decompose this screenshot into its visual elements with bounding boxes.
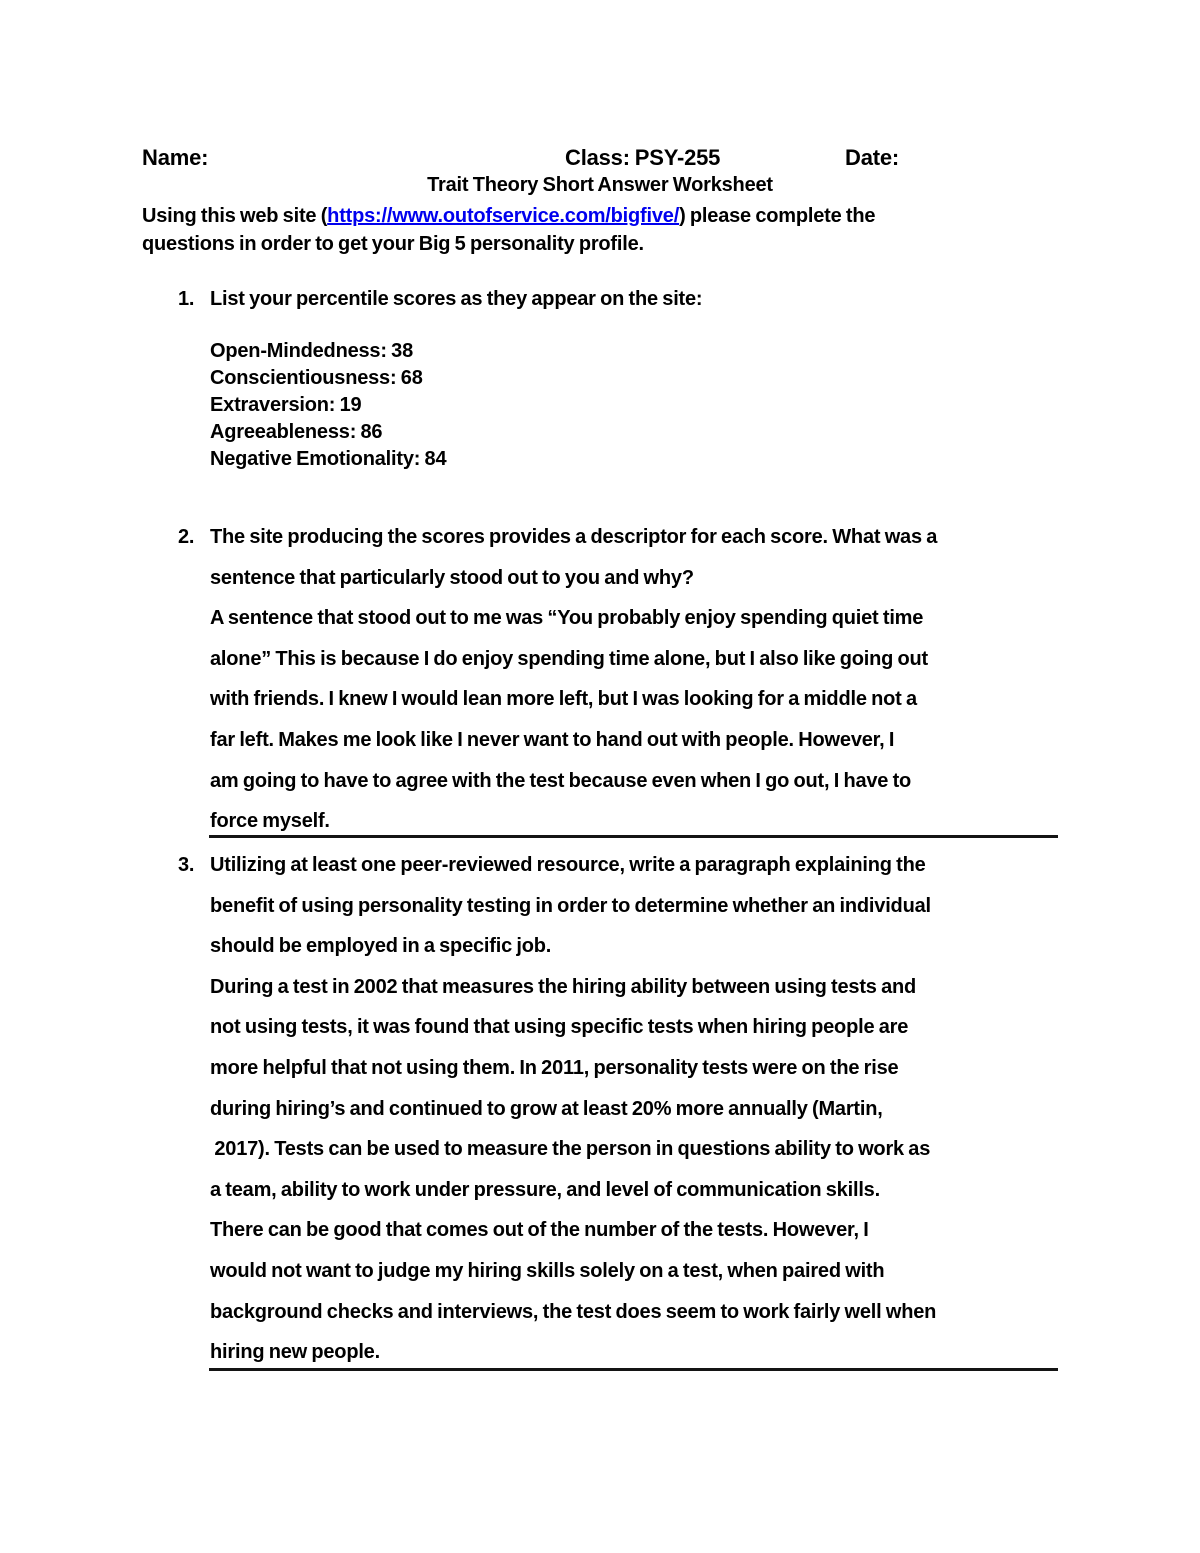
q3-answer-line: background checks and interviews, the test does seem to work fairly well when xyxy=(210,1300,937,1323)
question-2-prompt xyxy=(210,517,937,598)
score-negative-emotionality: Negative Emotionality: 84 xyxy=(210,448,447,470)
score-extraversion: Extraversion: 19 xyxy=(210,394,362,416)
question-2-answer xyxy=(210,598,937,842)
q3-answer-line: There can be good that comes out of the number of the tests. However, I xyxy=(210,1219,869,1242)
class-label: Class: PSY-255 xyxy=(565,145,721,170)
bigfive-link[interactable]: https://www.outofservice.com/bigfive/ xyxy=(327,205,680,227)
question-1-prompt: List your percentile scores as they appear on the site: xyxy=(210,288,703,310)
q3-prompt-line: Utilizing at least one peer-reviewed resource, write a paragraph explaining the xyxy=(210,854,926,876)
q2-prompt-line: The site producing the scores provides a descriptor for each score. What was a xyxy=(210,526,938,548)
q3-answer-line: would not want to judge my hiring skills solely on a test, when paired with xyxy=(210,1259,885,1282)
q2-answer-line: force myself. xyxy=(210,810,330,833)
score-agreeableness: Agreeableness: 86 xyxy=(210,421,383,443)
q2-prompt-line: sentence that particularly stood out to you and why? xyxy=(210,566,694,589)
score-open-mindedness: Open-Mindedness: 38 xyxy=(210,340,414,362)
intro-paragraph xyxy=(142,202,875,258)
q2-answer-line: alone” This is because I do enjoy spending time alone, but I also like going out xyxy=(210,647,929,670)
score-conscientiousness: Conscientiousness: 68 xyxy=(210,367,423,389)
answer-rule-1 xyxy=(209,835,1058,838)
header xyxy=(0,145,1200,173)
page-title: Trait Theory Short Answer Worksheet xyxy=(427,174,773,196)
q3-answer-line: 2017). Tests can be used to measure the person in questions ability to work as xyxy=(210,1138,931,1161)
q3-answer-line: hiring new people. xyxy=(210,1341,380,1364)
q3-answer-line: a team, ability to work under pressure, and level of communication skills. xyxy=(210,1178,880,1201)
question-3-number: 3. xyxy=(178,854,195,876)
answer-rule-2 xyxy=(209,1368,1058,1371)
q3-answer-line: more helpful that not using them. In 2011, personality tests were on the rise xyxy=(210,1056,899,1079)
question-3-prompt xyxy=(210,845,936,967)
q2-answer-line: am going to have to agree with the test because even when I go out, I have to xyxy=(210,769,912,792)
question-1 xyxy=(178,285,702,313)
q3-answer-line: not using tests, it was found that using specific tests when hiring people are xyxy=(210,1016,909,1039)
q2-answer-line: with friends. I knew I would lean more left, but I was looking for a middle not a xyxy=(210,688,917,711)
q3-prompt-line: benefit of using personality testing in order to determine whether an individual xyxy=(210,894,931,917)
q3-answer-line: During a test in 2002 that measures the hiring ability between using tests and xyxy=(210,975,917,998)
intro-before-link: Using this web site ( xyxy=(142,205,328,227)
question-3-answer xyxy=(210,967,936,1373)
q2-answer-line: far left. Makes me look like I never want to hand out with people. However, I xyxy=(210,728,895,751)
question-3 xyxy=(178,845,936,1373)
name-label: Name: xyxy=(142,145,209,170)
q3-answer-line: during hiring’s and continued to grow at least 20% more annually (Martin, xyxy=(210,1097,883,1120)
intro-line-2: questions in order to get your Big 5 personality profile. xyxy=(142,233,644,255)
q2-answer-line: A sentence that stood out to me was “You probably enjoy spending quiet time xyxy=(210,607,924,630)
q3-prompt-line: should be employed in a specific job. xyxy=(210,935,552,958)
percentile-scores xyxy=(210,338,446,473)
question-1-number: 1. xyxy=(178,288,195,310)
date-label: Date: xyxy=(845,145,900,170)
intro-line-1 xyxy=(142,202,875,230)
intro-after-link: ) please complete the xyxy=(679,205,876,227)
question-2 xyxy=(178,517,937,842)
question-2-number: 2. xyxy=(178,526,195,548)
